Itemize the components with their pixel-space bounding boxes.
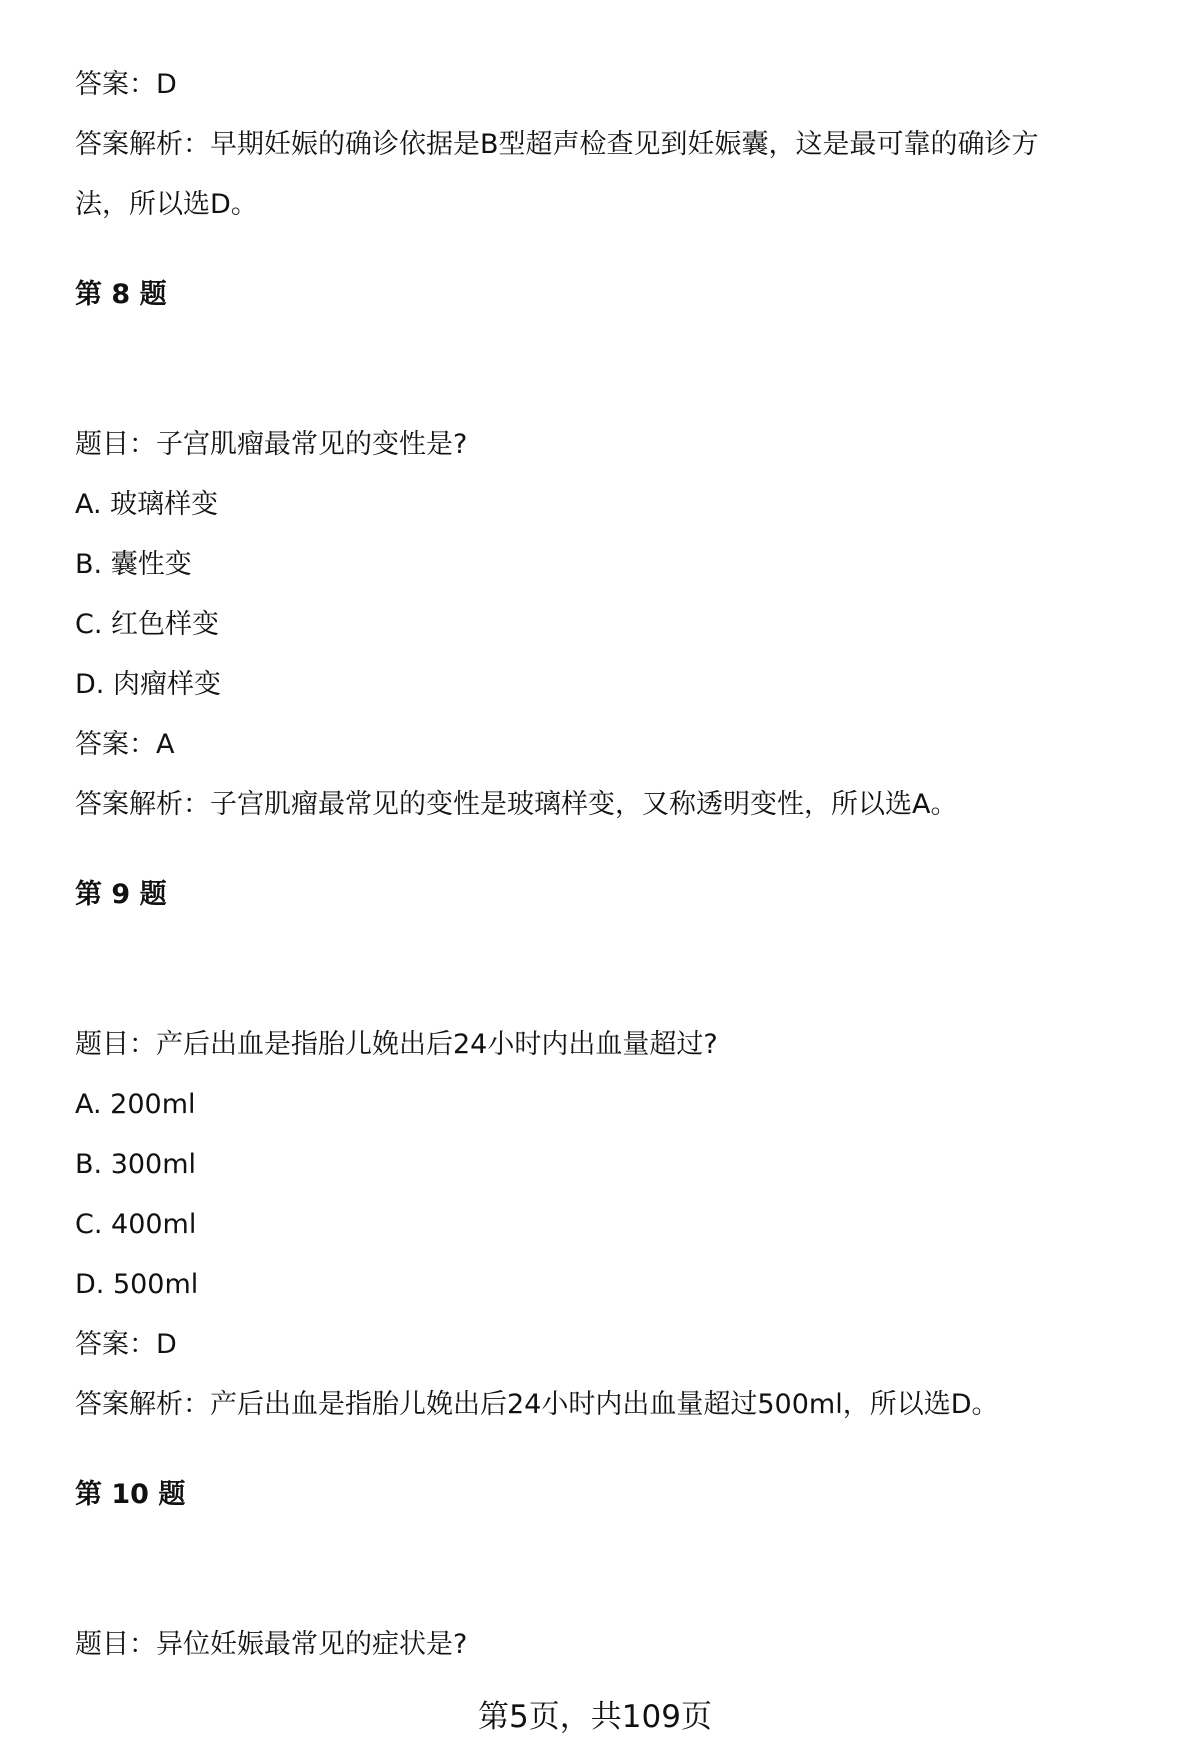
question-8-text: 题目：子宫肌瘤最常见的变性是? — [75, 429, 468, 460]
question-9-option-c: C. 400ml — [75, 1209, 197, 1240]
question-8-option-d: D. 肉瘤样变 — [75, 669, 221, 700]
question-8-option-b: B. 囊性变 — [75, 549, 192, 580]
prev-explanation-line2: 法，所以选D。 — [75, 189, 258, 220]
question-9-text: 题目：产后出血是指胎儿娩出后24小时内出血量超过? — [75, 1029, 718, 1060]
question-8-heading: 第 8 题 — [75, 279, 167, 310]
question-8-option-c: C. 红色样变 — [75, 609, 220, 640]
question-9-answer: 答案：D — [75, 1329, 177, 1360]
question-9-option-b: B. 300ml — [75, 1149, 197, 1180]
question-9-option-a: A. 200ml — [75, 1089, 196, 1120]
question-8-answer: 答案：A — [75, 729, 175, 760]
question-10-text: 题目：异位妊娠最常见的症状是? — [75, 1629, 468, 1660]
question-8-option-a: A. 玻璃样变 — [75, 489, 219, 520]
question-9-heading: 第 9 题 — [75, 879, 167, 910]
question-9-option-d: D. 500ml — [75, 1269, 199, 1300]
question-9-explanation: 答案解析：产后出血是指胎儿娩出后24小时内出血量超过500ml，所以选D。 — [75, 1389, 999, 1420]
page-number: 第5页，共109页 — [478, 1699, 712, 1735]
question-8-explanation: 答案解析：子宫肌瘤最常见的变性是玻璃样变，又称透明变性，所以选A。 — [75, 789, 958, 820]
question-10-heading: 第 10 题 — [75, 1479, 186, 1510]
prev-answer: 答案：D — [75, 69, 177, 100]
prev-explanation-line1: 答案解析：早期妊娠的确诊依据是B型超声检查见到妊娠囊，这是最可靠的确诊方 — [75, 129, 1039, 160]
